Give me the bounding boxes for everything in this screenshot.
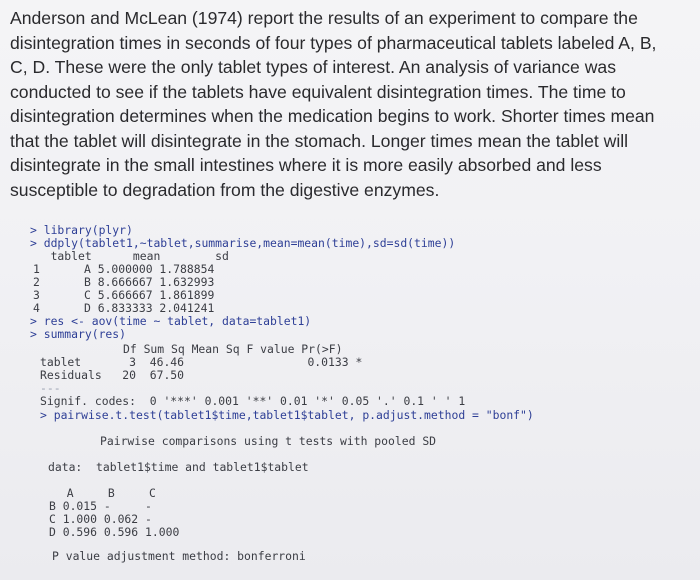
statement-line: disintegration determines when the medication begins to work. Shorter times mean [10, 106, 655, 126]
data-line: data: tablet1$time and tablet1$tablet [48, 460, 309, 474]
ddply-row: B 8.666667 1.632993 [84, 275, 215, 289]
ddply-header: tablet mean sd [30, 249, 229, 263]
ddply-row: C 5.666667 1.861899 [84, 288, 215, 302]
matrix-row: C 1.000 0.062 - [49, 512, 152, 526]
command-summary: > summary(res) [30, 327, 127, 341]
anova-row-residuals: Residuals 20 67.50 [40, 368, 185, 382]
statement-line: Anderson and McLean (1974) report the results of an experiment to compare the [10, 8, 638, 28]
statement-line: conducted to see if the tablets have equivalent disintegration times. The time to [10, 81, 626, 102]
command-ddply: > ddply(tablet1,~tablet,summarise,mean=mean(time),sd=sd(time)) [30, 236, 456, 250]
p-adjust-method: P value adjustment method: bonferroni [52, 549, 306, 563]
matrix-header: A B C [53, 486, 156, 500]
problem-statement [10, 6, 690, 202]
statement-line: disintegrate in the small intestines where it is more easily absorbed and less [10, 155, 602, 175]
ddply-row-index: 1 [33, 262, 40, 276]
anova-row-tablet: tablet 3 46.46 0.0133 * [40, 355, 363, 369]
ddply-row-index: 4 [33, 301, 40, 315]
command-aov: > res <- aov(time ~ tablet, data=tablet1) [30, 314, 312, 328]
signif-codes: Signif. codes: 0 '***' 0.001 '**' 0.01 '*' 0.05 '.' 0.1 ' ' 1 [40, 394, 466, 408]
matrix-row: B 0.015 - - [49, 499, 152, 513]
separator-dashes: --- [40, 381, 61, 395]
matrix-row: D 0.596 0.596 1.000 [49, 525, 180, 539]
ddply-row: A 5.000000 1.788854 [84, 262, 215, 276]
pairwise-title: Pairwise comparisons using t tests with pooled SD [100, 434, 437, 448]
ddply-row-index: 2 [33, 275, 40, 289]
statement-line: C, D. These were the only tablet types of interest. An analysis of variance was [10, 57, 616, 77]
statement-line: susceptible to degradation from the digestive enzymes. [10, 179, 440, 200]
ddply-row-index: 3 [33, 288, 40, 302]
anova-header: Df Sum Sq Mean Sq F value Pr(>F) [123, 342, 343, 356]
ddply-row: D 6.833333 2.041241 [84, 301, 215, 315]
statement-line: disintegration times in seconds of four types of pharmaceutical tablets labeled A, B, [10, 32, 657, 53]
command-library: > library(plyr) [30, 223, 133, 237]
statement-line: that the tablet will disintegrate in the stomach. Longer times mean the tablet will [10, 130, 629, 151]
command-pairwise: > pairwise.t.test(tablet1$time,tablet1$tablet, p.adjust.method = "bonf") [40, 408, 534, 422]
